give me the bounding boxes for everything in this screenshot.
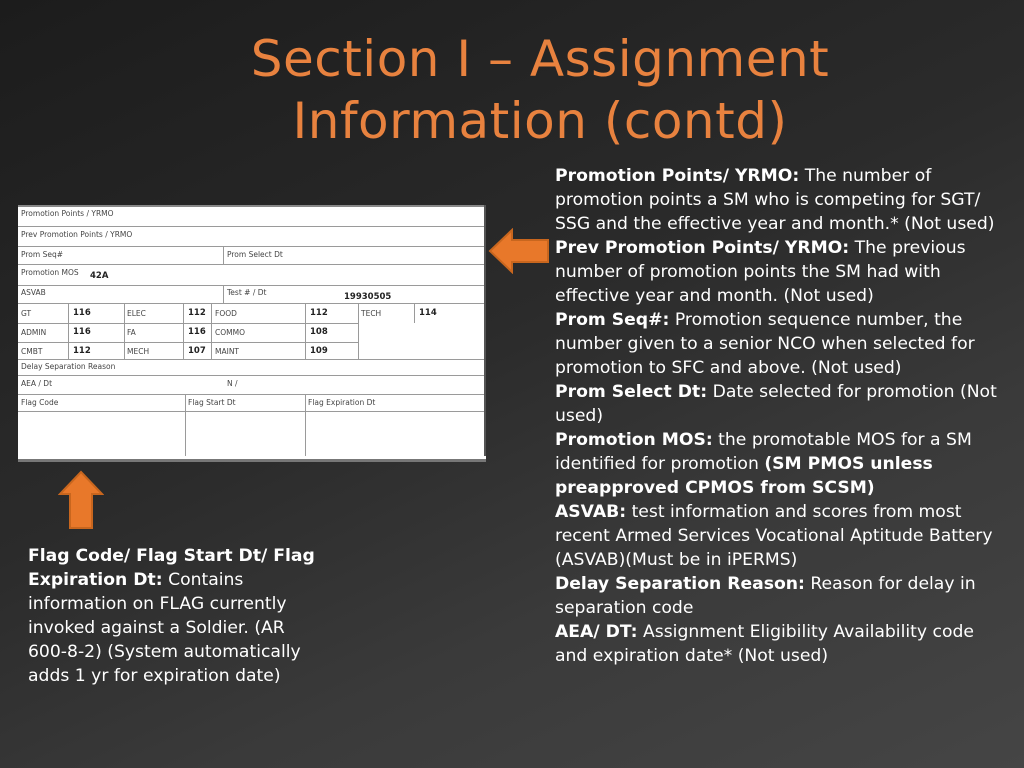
form-row-line [18,303,486,304]
test-dt-value: 19930505 [344,292,392,302]
score-value-tech: 114 [419,308,437,318]
form-row-line [18,394,486,395]
term-prev-promotion-points: Prev Promotion Points/ YRMO: [555,238,850,258]
score-value-commo: 108 [310,327,328,337]
form-col-line [414,303,415,323]
term-delay-separation: Delay Separation Reason: [555,574,805,594]
form-col-line [358,303,359,359]
form-row-line [18,205,486,207]
term-promotion-points: Promotion Points/ YRMO: [555,166,800,186]
desc-prom-seq: Promotion sequence number, the number given to a senior NCO when selected for promotion to SFC and above. (Not used) [555,310,975,378]
delay-sep-label: Delay Separation Reason [21,362,116,371]
score-value-maint: 109 [310,346,328,356]
score-value-elec: 112 [188,308,206,318]
desc-asvab: test information and scores from most recent Armed Services Vocational Aptitude Battery (ASVAB)(Must be in iPERMS) [555,502,993,570]
form-row-line [18,359,486,360]
term-prom-seq: Prom Seq#: [555,310,670,330]
prom-seq-label: Prom Seq# [21,250,64,259]
term-promotion-mos: Promotion MOS: [555,430,713,450]
form-row-line [18,323,358,324]
slide-title [190,28,890,152]
desc-flag: Contains information on FLAG currently invoked against a Soldier. (AR 600-8-2) (System automatically adds 1 yr for expiration date) [28,570,301,686]
prom-select-dt-label: Prom Select Dt [227,250,283,259]
title-line-1: Section I – Assignment [250,30,830,88]
form-row-line [18,246,486,247]
score-label-food: FOOD [215,309,237,318]
test-dt-label: Test # / Dt [227,288,267,297]
flag-code-label: Flag Code [21,398,59,407]
orange-up-arrow-icon [58,470,104,530]
right-description [555,164,1010,668]
form-col-line [305,394,306,456]
promotion-mos-label: Promotion MOS [21,268,79,277]
term-asvab: ASVAB: [555,502,627,522]
score-value-mech: 107 [188,346,206,356]
score-label-gt: GT [21,309,32,318]
form-row-line [18,342,358,343]
score-label-fa: FA [127,328,136,337]
form-col-line [211,303,212,359]
score-label-commo: COMMO [215,328,245,337]
desc-promotion-points: The number of promotion points a SM who is competing for SGT/ SSG and the effective year and month.* (Not used) [555,166,995,234]
form-col-line [183,303,184,359]
assignment-form-image [18,205,486,462]
form-row-line [18,264,486,265]
form-col-line [223,285,224,303]
form-row-line [18,226,486,227]
score-value-food: 112 [310,308,328,318]
term-flag: Flag Code/ Flag Start Dt/ Flag Expiration Dt: [28,546,315,590]
aea-dt-value: N / [227,379,238,388]
form-right-border [484,205,486,456]
promotion-points-label: Promotion Points / YRMO [21,209,114,218]
score-label-maint: MAINT [215,347,240,356]
title-line-2: Information (contd) [292,92,788,150]
prev-promotion-points-label: Prev Promotion Points / YRMO [21,230,133,239]
desc-prom-select-dt: Date selected for promotion (Not used) [555,382,997,426]
score-value-gt: 116 [73,308,91,318]
term-aea-dt: AEA/ DT: [555,622,638,642]
flag-exp-label: Flag Expiration Dt [308,398,376,407]
score-label-mech: MECH [127,347,150,356]
desc-aea-dt: Assignment Eligibility Availability code and expiration date* (Not used) [555,622,974,666]
score-value-fa: 116 [188,327,206,337]
form-row-line [18,411,486,412]
score-label-elec: ELEC [127,309,146,318]
desc-promotion-mos-bold: (SM PMOS unless preapproved CPMOS from SCSM) [555,454,933,498]
form-col-line [124,303,125,359]
promotion-mos-value: 42A [90,271,109,281]
term-prom-select-dt: Prom Select Dt: [555,382,708,402]
form-row-line [18,285,486,286]
score-label-tech: TECH [361,309,382,318]
desc-promotion-mos: the promotable MOS for a SM identified for promotion [555,430,972,474]
score-value-cmbt: 112 [73,346,91,356]
aea-dt-label: AEA / Dt [21,379,53,388]
score-label-cmbt: CMBT [21,347,43,356]
flag-start-label: Flag Start Dt [188,398,236,407]
left-description [28,544,328,688]
asvab-label: ASVAB [21,288,46,297]
orange-left-arrow-icon [488,228,550,274]
desc-prev-promotion-points: The previous number of promotion points the SM had with effective year and month. (Not used) [555,238,966,306]
form-col-line [223,246,224,264]
desc-delay-separation: Reason for delay in separation code [555,574,976,618]
form-col-line [68,303,69,359]
score-label-admin: ADMIN [21,328,47,337]
form-row-line [18,375,486,376]
score-value-admin: 116 [73,327,91,337]
form-col-line [305,303,306,359]
form-col-line [185,394,186,456]
